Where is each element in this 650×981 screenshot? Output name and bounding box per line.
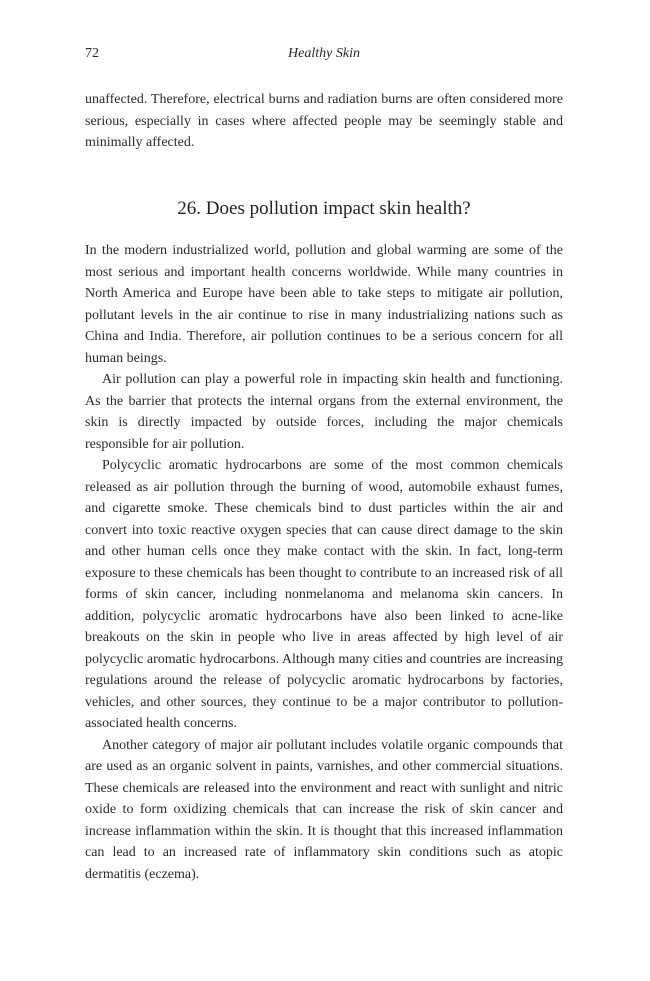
paragraph-volatile-organic-compounds: Another category of major air pollutant includes volatile organic compounds that are used as an organic solvent in paints, varnishes, and other commercial situations. These chemicals are released into the environment and react with sunlight and nitric oxide to form oxidizing chemicals that can increase the risk of skin cancer and increase inflammation within the skin. It is thought that this increased inflammation can lead to an increased rate of inflammatory skin conditions such as atopic dermatitis (eczema). [85, 737, 563, 882]
continued-text [85, 89, 563, 154]
paragraph-air-pollution: Air pollution can play a powerful role in impacting skin health and functioning. As the barrier that protects the internal organs from the external environment, the skin is directly impacted by outside forces, including the major chemicals responsible for air pollution. [85, 372, 563, 452]
running-head [85, 44, 563, 64]
running-title: Healthy Skin [288, 46, 360, 61]
section-heading: 26. Does pollution impact skin health? [177, 198, 471, 219]
page-number: 72 [85, 46, 99, 61]
section-body [85, 240, 563, 885]
paragraph-polycyclic-hydrocarbons: Polycyclic aromatic hydrocarbons are some of the most common chemicals released as air pollution through the burning of wood, automobile exhaust fumes, and cigarette smoke. These chemicals bind to dust particles within the air and convert into toxic reactive oxygen species that can cause direct damage to the skin and other human cells once they make contact with the skin. In fact, long-term exposure to these chemicals has been thought to contribute to an increased risk of all forms of skin cancer, including nonmelanoma and melanoma skin cancers. In addition, polycyclic aromatic hydrocarbons have also been linked to acne-like breakouts on the skin in people who live in areas affected by high level of air polycyclic aromatic hydrocarbons. Although many cities and countries are increasing regulations around the release of polycyclic aromatic hydrocarbons by factories, vehicles, and other sources, they continue to be a major contributor to pollution-associated health concerns. [85, 458, 563, 731]
paragraph-continued: unaffected. Therefore, electrical burns and radiation burns are often considered more serious, especially in cases where affected people may be seemingly stable and minimally affected. [85, 92, 563, 150]
paragraph-intro: In the modern industrialized world, pollution and global warming are some of the most serious and important health concerns worldwide. While many countries in North America and Europe have been able to take steps to mitigate air pollution, pollutant levels in the air continue to rise in many industrializing nations such as China and India. Therefore, air pollution continues to be a serious concern for all human beings. [85, 243, 563, 366]
